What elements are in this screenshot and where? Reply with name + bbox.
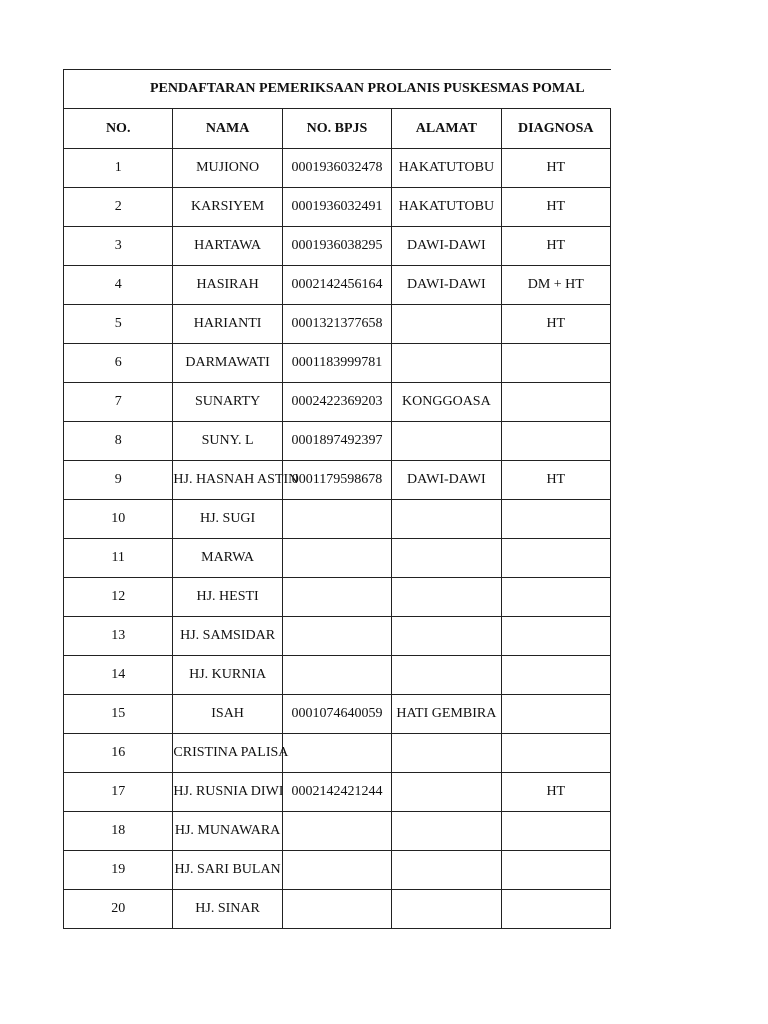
cell-nama[interactable]: HASIRAH	[173, 266, 282, 305]
cell-no[interactable]: 6	[64, 344, 173, 383]
cell-alamat[interactable]	[392, 500, 501, 539]
cell-alamat[interactable]: DAWI-DAWI	[392, 227, 501, 266]
cell-nama[interactable]: HARIANTI	[173, 305, 282, 344]
cell-alamat[interactable]	[392, 734, 501, 773]
table-row	[64, 890, 611, 929]
cell-diagnosa[interactable]	[501, 500, 610, 539]
registration-sheet	[63, 69, 610, 929]
cell-diagnosa[interactable]	[501, 851, 610, 890]
cell-nama[interactable]: ISAH	[173, 695, 282, 734]
cell-nama[interactable]: HJ. SUGI	[173, 500, 282, 539]
table-row	[64, 734, 611, 773]
cell-bpjs[interactable]: 0001074640059	[282, 695, 391, 734]
cell-alamat[interactable]	[392, 656, 501, 695]
cell-bpjs[interactable]	[282, 734, 391, 773]
table-row	[64, 188, 611, 227]
cell-alamat[interactable]: HATI GEMBIRA	[392, 695, 501, 734]
cell-diagnosa[interactable]	[501, 617, 610, 656]
table-row	[64, 266, 611, 305]
prolanis-table	[63, 69, 611, 929]
cell-no[interactable]: 16	[64, 734, 173, 773]
cell-alamat[interactable]	[392, 422, 501, 461]
cell-diagnosa[interactable]	[501, 422, 610, 461]
cell-no[interactable]: 18	[64, 812, 173, 851]
cell-alamat[interactable]	[392, 773, 501, 812]
table-row	[64, 305, 611, 344]
table-row	[64, 773, 611, 812]
cell-diagnosa[interactable]	[501, 890, 610, 929]
cell-nama[interactable]: HJ. MUNAWARA	[173, 812, 282, 851]
cell-no[interactable]: 5	[64, 305, 173, 344]
cell-diagnosa[interactable]	[501, 656, 610, 695]
cell-no[interactable]: 15	[64, 695, 173, 734]
cell-bpjs[interactable]: 0002142456164	[282, 266, 391, 305]
cell-alamat[interactable]	[392, 344, 501, 383]
cell-nama[interactable]: HJ. RUSNIA DIWI	[173, 773, 282, 812]
cell-alamat[interactable]: HAKATUTOBU	[392, 149, 501, 188]
cell-nama[interactable]: HJ. KURNIA	[173, 656, 282, 695]
cell-diagnosa[interactable]: HT	[501, 305, 610, 344]
table-row	[64, 617, 611, 656]
cell-no[interactable]: 10	[64, 500, 173, 539]
table-row	[64, 500, 611, 539]
table-row	[64, 539, 611, 578]
cell-bpjs[interactable]	[282, 890, 391, 929]
cell-alamat[interactable]	[392, 890, 501, 929]
table-row	[64, 812, 611, 851]
cell-bpjs[interactable]	[282, 539, 391, 578]
cell-nama[interactable]: KARSIYEM	[173, 188, 282, 227]
cell-no[interactable]: 4	[64, 266, 173, 305]
cell-bpjs[interactable]: 0001936032478	[282, 149, 391, 188]
cell-diagnosa[interactable]: HT	[501, 149, 610, 188]
cell-alamat[interactable]: DAWI-DAWI	[392, 266, 501, 305]
cell-bpjs[interactable]	[282, 578, 391, 617]
cell-diagnosa[interactable]: DM + HT	[501, 266, 610, 305]
cell-no[interactable]: 1	[64, 149, 173, 188]
cell-nama[interactable]: HJ. HASNAH ASTIN	[173, 461, 282, 500]
table-row	[64, 149, 611, 188]
cell-nama[interactable]: HJ. SAMSIDAR	[173, 617, 282, 656]
cell-diagnosa[interactable]	[501, 578, 610, 617]
cell-alamat[interactable]	[392, 539, 501, 578]
table-row	[64, 383, 611, 422]
cell-bpjs[interactable]: 0001897492397	[282, 422, 391, 461]
header-alamat: ALAMAT	[392, 109, 501, 149]
title-row	[64, 70, 611, 109]
table-row	[64, 344, 611, 383]
cell-no[interactable]: 3	[64, 227, 173, 266]
cell-alamat[interactable]: KONGGOASA	[392, 383, 501, 422]
cell-diagnosa[interactable]: HT	[501, 188, 610, 227]
cell-nama[interactable]: HJ. SINAR	[173, 890, 282, 929]
header-diagnosa: DIAGNOSA	[501, 109, 610, 149]
cell-bpjs[interactable]	[282, 812, 391, 851]
table-row	[64, 851, 611, 890]
cell-bpjs[interactable]: 0002422369203	[282, 383, 391, 422]
cell-no[interactable]: 12	[64, 578, 173, 617]
cell-no[interactable]: 8	[64, 422, 173, 461]
table-row	[64, 227, 611, 266]
cell-bpjs[interactable]: 0001183999781	[282, 344, 391, 383]
cell-bpjs[interactable]	[282, 851, 391, 890]
cell-no[interactable]: 17	[64, 773, 173, 812]
cell-diagnosa[interactable]: HT	[501, 773, 610, 812]
cell-nama[interactable]: SUNARTY	[173, 383, 282, 422]
cell-alamat[interactable]: DAWI-DAWI	[392, 461, 501, 500]
cell-alamat[interactable]: HAKATUTOBU	[392, 188, 501, 227]
table-row	[64, 578, 611, 617]
cell-no[interactable]: 2	[64, 188, 173, 227]
cell-bpjs[interactable]	[282, 500, 391, 539]
cell-bpjs[interactable]	[282, 617, 391, 656]
cell-no[interactable]: 11	[64, 539, 173, 578]
table-row	[64, 461, 611, 500]
header-bpjs: NO. BPJS	[282, 109, 391, 149]
cell-bpjs[interactable]: 0001179598678	[282, 461, 391, 500]
header-row	[64, 109, 611, 149]
cell-alamat[interactable]	[392, 812, 501, 851]
cell-diagnosa[interactable]: HT	[501, 227, 610, 266]
cell-diagnosa[interactable]	[501, 812, 610, 851]
cell-alamat[interactable]	[392, 617, 501, 656]
table-row	[64, 422, 611, 461]
cell-diagnosa[interactable]	[501, 344, 610, 383]
cell-nama[interactable]: MUJIONO	[173, 149, 282, 188]
cell-no[interactable]: 19	[64, 851, 173, 890]
cell-diagnosa[interactable]	[501, 695, 610, 734]
cell-no[interactable]: 7	[64, 383, 173, 422]
cell-no[interactable]: 20	[64, 890, 173, 929]
table-row	[64, 656, 611, 695]
header-no: NO.	[64, 109, 173, 149]
cell-no[interactable]: 13	[64, 617, 173, 656]
cell-nama[interactable]: HJ. HESTI	[173, 578, 282, 617]
cell-diagnosa[interactable]	[501, 539, 610, 578]
cell-diagnosa[interactable]	[501, 734, 610, 773]
cell-no[interactable]: 14	[64, 656, 173, 695]
cell-bpjs[interactable]	[282, 656, 391, 695]
header-nama: NAMA	[173, 109, 282, 149]
cell-nama[interactable]: SUNY. L	[173, 422, 282, 461]
cell-alamat[interactable]	[392, 578, 501, 617]
cell-no[interactable]: 9	[64, 461, 173, 500]
cell-bpjs[interactable]: 0001321377658	[282, 305, 391, 344]
cell-nama[interactable]: DARMAWATI	[173, 344, 282, 383]
sheet-title: PENDAFTARAN PEMERIKSAAN PROLANIS PUSKESMAS POMAL	[64, 70, 611, 109]
cell-nama[interactable]: MARWA	[173, 539, 282, 578]
cell-nama[interactable]: HJ. SARI BULAN	[173, 851, 282, 890]
cell-bpjs[interactable]: 0001936032491	[282, 188, 391, 227]
cell-alamat[interactable]	[392, 851, 501, 890]
cell-alamat[interactable]	[392, 305, 501, 344]
cell-diagnosa[interactable]	[501, 383, 610, 422]
cell-bpjs[interactable]: 0001936038295	[282, 227, 391, 266]
cell-diagnosa[interactable]: HT	[501, 461, 610, 500]
cell-nama[interactable]: HARTAWA	[173, 227, 282, 266]
table-row	[64, 695, 611, 734]
cell-nama[interactable]: CRISTINA PALISA	[173, 734, 282, 773]
cell-bpjs[interactable]: 0002142421244	[282, 773, 391, 812]
